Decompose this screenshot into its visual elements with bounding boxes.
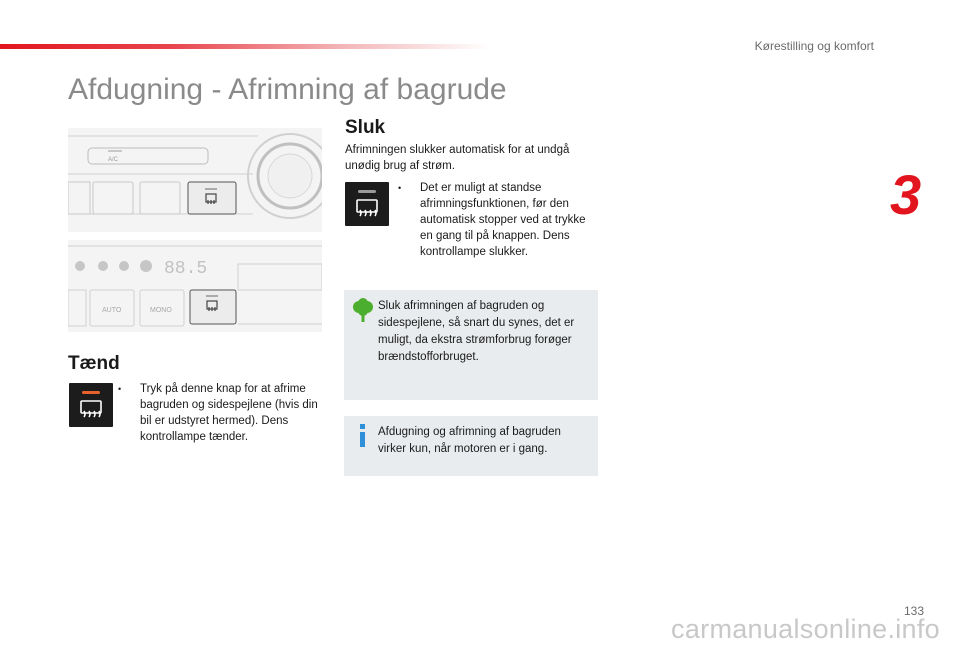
auto-label: AUTO <box>102 307 122 314</box>
eco-tree-icon <box>352 298 374 324</box>
bullet-mark: • <box>398 183 402 193</box>
sluk-intro: Afrimningen slukker automatisk for at undgå unødig brug af strøm. <box>345 144 570 172</box>
ac-label: A/C <box>108 157 119 163</box>
eco-note-text: Sluk afrimningen af bagruden og sidespejlene, så snart du synes, det er muligt, da ekstra strømforbrug forøger brændstofforbruget. <box>378 300 575 363</box>
eco-note <box>344 290 598 400</box>
info-icon <box>356 424 370 448</box>
rear-defrost-off-icon <box>345 182 389 226</box>
page-title: Afdugning - Afrimning af bagrude <box>68 73 507 106</box>
section-title: Kørestilling og komfort <box>754 39 874 53</box>
sluk-instruction <box>398 180 598 260</box>
taend-text: Tryk på denne knap for at afrime bagruden og sidespejlene (hvis din bil er udstyret hermed). Dens kontrollampe tænder. <box>140 383 318 443</box>
info-note <box>344 416 598 476</box>
mono-label: MONO <box>150 307 172 314</box>
watermark: carmanualsonline.info <box>671 614 940 644</box>
sluk-heading: Sluk <box>345 117 386 138</box>
control-panel-illustration-top <box>68 128 322 232</box>
chapter-number: 3 <box>890 163 922 226</box>
sluk-text: Det er muligt at standse afrimningsfunktionen, før den automatisk stopper ved at trykke en gang til på knappen. Dens kontrollampe slukker. <box>420 182 586 258</box>
taend-heading: Tænd <box>68 353 120 374</box>
info-note-text: Afdugning og afrimning af bagruden virker kun, når motoren er i gang. <box>378 426 561 455</box>
page-number: 133 <box>903 604 924 618</box>
control-panel-illustration-bottom <box>68 240 322 332</box>
taend-instruction <box>118 381 318 445</box>
bullet-mark: • <box>118 384 122 394</box>
rear-defrost-on-icon <box>69 383 113 427</box>
display-readout: 88.5 <box>164 259 208 279</box>
header-red-bar <box>0 44 490 49</box>
